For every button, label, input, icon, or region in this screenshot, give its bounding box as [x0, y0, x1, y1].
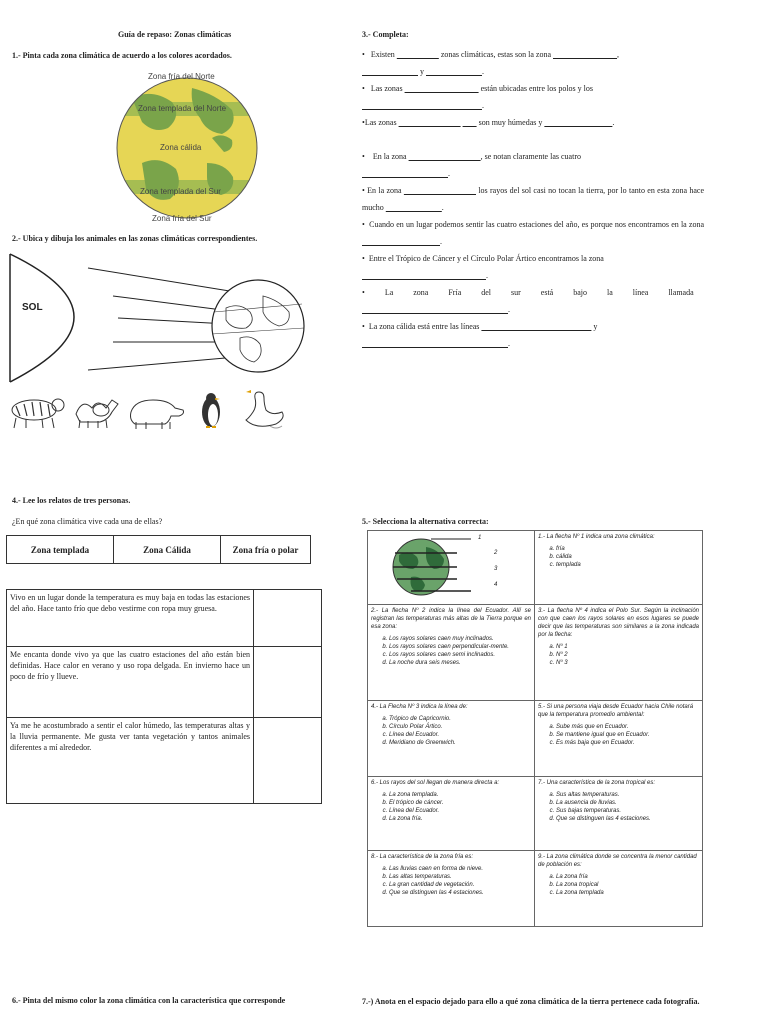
q5-cell-5: 5.- Si una persona viaja desde Ecuador hacia Chile notará que la temperatura promedio ambiental: a. Sube más que en Ecuador. b. Se mantiene igual que en Ecuador. c. Es más baja que en Ecuador.: [535, 701, 703, 777]
q5-cell-9: 9.- La zona climática donde se concentra la menor cantidad de población es: a. La zona fría b. La zona tropical c. La zona templada: [535, 851, 703, 927]
q5-6-opt-c[interactable]: c. Línea del Ecuador.: [389, 807, 531, 815]
q5-8-opt-b[interactable]: b. Las altas temperaturas.: [389, 873, 531, 881]
q3-item-7: • Entre el Trópico de Cáncer y el Círculo Polar Ártico encontramos la zona .: [362, 254, 604, 280]
q5-4-opt-b[interactable]: b. Círculo Polar Ártico.: [389, 723, 531, 731]
col-cold: Zona fría o polar: [221, 536, 311, 564]
q5-cell-1: 1.- La flecha Nº 1 indica una zona climática: a. fría b. cálida c. templada: [535, 531, 703, 605]
q5-7-opt-c[interactable]: c. Sus bajas temperaturas.: [556, 807, 699, 815]
label-north-cold: Zona fría del Norte: [148, 72, 215, 81]
q5-6-opt-d[interactable]: d. La zona fría.: [389, 815, 531, 823]
q3-item-2: • Las zonas están ubicadas entre los polos y los .: [362, 84, 593, 110]
q5-globe-svg: [371, 533, 531, 599]
label-hot: Zona cálida: [160, 143, 202, 152]
story-2: Me encanta donde vivo ya que las cuatro estaciones del año están bien definidas. Hace calor en verano y uso ropa delgada. En invierno hace un poco de frío y llueve.: [7, 647, 254, 718]
q7-heading: 7.-) Anota en el espacio dejado para ello a qué zona climática de la tierra pertenece cada fotografía.: [362, 997, 700, 1006]
story-1: Vivo en un lugar donde la temperatura es muy baja en todas las estaciones del año. Hace tanto frío que debo vestirme con ropa muy gruesa.: [7, 590, 254, 647]
q2-heading: 2.- Ubica y dibuja los animales en las zonas climáticas correspondientes.: [12, 234, 258, 243]
q5-heading: 5.- Selecciona la alternativa correcta:: [362, 517, 489, 526]
q5-cell-6: 6.- Los rayos del sol llegan de manera directa a: a. La zona templada. b. El trópico de cáncer. c. Línea del Ecuador. d. La zona fría.: [368, 777, 535, 851]
q5-cell-8: 8.- La característica de la zona fría es: a. Las lluvias caen en forma de nieve. b. Las altas temperaturas. c. La gran cantidad de vegetación. d. Que se distinguen las 4 estaciones.: [368, 851, 535, 927]
penguin-icon: [202, 393, 220, 427]
q4-stories-table: [6, 589, 322, 804]
q5-5-opt-c[interactable]: c. Es más baja que en Ecuador.: [556, 739, 699, 747]
label-south-cold: Zona fría del Sur: [152, 214, 212, 223]
q5-2-opt-a[interactable]: a. Los rayos solares caen muy inclinados.: [389, 635, 531, 643]
q5-3-opt-a[interactable]: a. Nº 1: [556, 643, 699, 651]
label-south-temperate: Zona templada del Sur: [140, 187, 221, 196]
q5-1-opt-b[interactable]: b. cálida: [556, 553, 699, 561]
col-hot: Zona Cálida: [114, 536, 221, 564]
q5-8-opt-d[interactable]: d. Que se distinguen las 4 estaciones.: [389, 889, 531, 897]
swan-icon: [246, 390, 283, 428]
sun-rays-svg: [8, 246, 313, 386]
q3-item-4: • En la zona , se notan claramente las cuatro .: [362, 152, 581, 178]
q5-3-opt-b[interactable]: b. Nº 2: [556, 651, 699, 659]
story-1-answer[interactable]: [254, 590, 322, 647]
q5-8-opt-a[interactable]: a. Las lluvias caen en forma de nieve.: [389, 865, 531, 873]
q4-question: ¿En qué zona climática vive cada una de ellas?: [12, 517, 163, 526]
q5-6-opt-a[interactable]: a. La zona templada.: [389, 791, 531, 799]
polar-bear-icon: [131, 400, 184, 429]
q5-7-opt-b[interactable]: b. La ausencia de lluvias.: [556, 799, 699, 807]
q5-table: [367, 530, 703, 927]
q3-item-9: • La zona cálida está entre las líneas y .: [362, 322, 598, 348]
arrow-label-4: 4: [494, 582, 498, 588]
q5-3-opt-c[interactable]: c. Nº 3: [556, 659, 699, 667]
q3-heading: 3.- Completa:: [362, 30, 409, 39]
animals-row: [6, 390, 296, 430]
q5-7-opt-a[interactable]: a. Sus altas temperaturas.: [556, 791, 699, 799]
q5-9-opt-c[interactable]: c. La zona templada: [556, 889, 699, 897]
q5-6-opt-b[interactable]: b. El trópico de cáncer.: [389, 799, 531, 807]
q5-5-opt-a[interactable]: a. Sube más que en Ecuador.: [556, 723, 699, 731]
story-3-answer[interactable]: [254, 718, 322, 804]
q4-zones-header-table: [6, 535, 311, 564]
q5-7-opt-d[interactable]: d. Que se distinguen las 4 estaciones.: [556, 815, 699, 823]
q4-heading: 4.- Lee los relatos de tres personas.: [12, 496, 131, 505]
q5-globe-cell: [368, 531, 535, 605]
q5-2-opt-d[interactable]: d. La noche dura seis meses.: [389, 659, 531, 667]
q3-item-5: • En la zona los rayos del sol casi no tocan la tierra, por lo tanto en esta zona hace mucho .: [362, 186, 705, 212]
q5-4-opt-d[interactable]: d. Meridiano de Greenwich.: [389, 739, 531, 747]
q3-item-1: • Existen zonas climáticas, estas son la zona , y .: [362, 50, 619, 76]
page-title: Guía de repaso: Zonas climáticas: [118, 30, 232, 39]
q5-1-opt-c[interactable]: c. templada: [556, 561, 699, 569]
arrow-label-1: 1: [478, 535, 482, 541]
q5-cell-4: 4.- La Flecha Nº 3 indica la línea de: a. Trópico de Capricornio. b. Círculo Polar Ártico. c. Línea del Ecuador. d. Meridiano de Greenwich.: [368, 701, 535, 777]
camel-icon: [76, 400, 118, 428]
q5-cell-7: 7.- Una característica de la zona tropical es: a. Sus altas temperaturas. b. La ausencia de lluvias. c. Sus bajas temperaturas. d. Que se distinguen las 4 estaciones.: [535, 777, 703, 851]
q3-item-6: • Cuando en un lugar podemos sentir las cuatro estaciones del año, es porque nos encontramos en la zona .: [362, 220, 704, 246]
tiger-icon: [12, 399, 64, 428]
sun-earth-diagram: [8, 246, 313, 386]
arrow-label-2: 2: [494, 550, 498, 556]
q5-2-opt-b[interactable]: b. Los rayos solares caen perpendicular-mente.: [389, 643, 531, 651]
q5-5-opt-b[interactable]: b. Se mantiene igual que en Ecuador.: [556, 731, 699, 739]
q1-heading: 1.- Pinta cada zona climática de acuerdo a los colores acordados.: [12, 51, 232, 60]
climate-globe: [112, 68, 262, 228]
q5-4-opt-c[interactable]: c. Línea del Ecuador.: [389, 731, 531, 739]
story-2-answer[interactable]: [254, 647, 322, 718]
q5-8-opt-c[interactable]: c. La gran cantidad de vegetación.: [389, 881, 531, 889]
q5-9-opt-a[interactable]: a. La zona fría: [556, 873, 699, 881]
col-temperate: Zona templada: [7, 536, 114, 564]
q5-2-opt-c[interactable]: c. Los rayos solares caen semi inclinados.: [389, 651, 531, 659]
q6-heading: 6.- Pinta del mismo color la zona climática con la característica que corresponde: [12, 996, 286, 1005]
arrow-label-3: 3: [494, 566, 498, 572]
q5-cell-2: 2.- La flecha Nº 2 indica la línea del Ecuador. Allí se registran las temperaturas más altas de la Tierra porque en esa zona: a. Los rayos solares caen muy inclinados. b. Los rayos solares caen perpendicular-mente. c. Los rayos solares caen semi inclinados. d. La noche dura seis meses.: [368, 605, 535, 701]
sun-label: SOL: [22, 302, 43, 313]
story-3: Ya me he acostumbrado a sentir el calor húmedo, las temperaturas altas y la lluvia permanente. Me gusta ver tanta vegetación y tantos animales diferentes a mí alrededor.: [7, 718, 254, 804]
q3-item-8: • La zona Fría del sur está bajo la línea llamada .: [362, 288, 694, 314]
q5-cell-3: 3.- La flecha Nº 4 indica el Polo Sur. Según la inclinación con que caen los rayos solares en esos lugares se puede decir que las temperaturas son similares a la zona indicada por la flecha: a. Nº 1 b. Nº 2 c. Nº 3: [535, 605, 703, 701]
q3-item-3: •Las zonas son muy húmedas y .: [362, 118, 615, 127]
q5-1-opt-a[interactable]: a. fría: [556, 545, 699, 553]
q5-4-opt-a[interactable]: a. Trópico de Capricornio.: [389, 715, 531, 723]
label-north-temperate: Zona templada del Norte: [138, 104, 227, 113]
q5-9-opt-b[interactable]: b. La zona tropical: [556, 881, 699, 889]
